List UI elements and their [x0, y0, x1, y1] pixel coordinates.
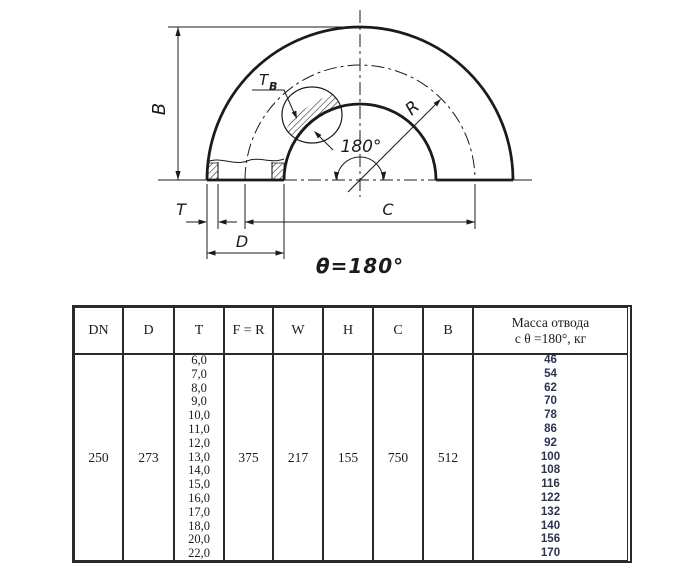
mass-header-line2: с θ =180°, кг [514, 330, 587, 346]
col-header-mass [473, 307, 628, 354]
dim-label-tb-sub: B [269, 80, 278, 93]
list-item: 14,0 [188, 463, 210, 478]
list-item: 100 [540, 450, 561, 463]
dimension-table [72, 305, 632, 563]
list-item: 15,0 [188, 477, 210, 492]
theta-caption: θ=180° [315, 254, 405, 278]
col-header-dn: DN [74, 307, 123, 354]
list-item: 156 [540, 533, 561, 546]
list-item: 122 [540, 492, 561, 504]
list-item: 13,0 [188, 449, 210, 464]
list-item: 140 [540, 519, 561, 532]
cell-b: 512 [423, 354, 473, 561]
list-item: 18,0 [188, 518, 210, 533]
cell-w: 217 [273, 354, 323, 561]
cell-dn: 250 [74, 354, 123, 561]
list-item: 6,0 [191, 354, 207, 368]
cell-t-values [174, 354, 224, 561]
list-item: 9,0 [191, 394, 207, 409]
col-header-b: B [423, 307, 473, 354]
list-item: 20,0 [188, 532, 210, 547]
dim-B [149, 27, 181, 180]
cell-d: 273 [123, 354, 174, 561]
cell-c: 750 [373, 354, 423, 561]
list-item: 62 [544, 381, 557, 394]
angle-label: 180° [340, 137, 382, 157]
list-item: 116 [541, 478, 560, 491]
list-item: 170 [540, 547, 561, 560]
list-item: 92 [544, 436, 557, 449]
list-item: 10,0 [188, 408, 210, 423]
dim-label-r: R [401, 96, 424, 120]
cell-mass-values [473, 354, 628, 561]
list-item: 17,0 [188, 504, 210, 519]
dim-label-t: T [176, 200, 186, 219]
list-item: 108 [540, 464, 561, 477]
list-item: 11,0 [188, 422, 210, 437]
list-item: 8,0 [191, 380, 207, 395]
list-item: 70 [544, 395, 557, 408]
mass-header-line1: Масса отвода [511, 314, 590, 330]
col-header-f-r: F = R [224, 307, 273, 354]
list-item: 22,0 [188, 546, 210, 561]
col-header-h: H [323, 307, 373, 354]
list-item: 7,0 [191, 366, 207, 381]
dim-D [207, 232, 284, 256]
list-item: 78 [544, 409, 557, 422]
list-item: 12,0 [188, 435, 210, 450]
break-line [207, 159, 284, 162]
dim-label-tb: T [259, 71, 269, 89]
cell-f-r: 375 [224, 354, 273, 561]
dim-label-c: C [382, 200, 394, 219]
col-header-d: D [123, 307, 174, 354]
list-item: 46 [544, 354, 557, 367]
dim-label-d: D [235, 232, 249, 251]
list-item: 132 [540, 505, 561, 518]
dim-C [245, 200, 475, 225]
list-item: 86 [544, 423, 557, 436]
extension-lines [168, 27, 475, 259]
list-item: 54 [544, 367, 557, 380]
col-header-w: W [273, 307, 323, 354]
cell-h: 155 [323, 354, 373, 561]
col-header-t: T [174, 307, 224, 354]
dim-label-b: B [149, 102, 170, 116]
col-header-c: C [373, 307, 423, 354]
list-item: 16,0 [188, 491, 210, 505]
